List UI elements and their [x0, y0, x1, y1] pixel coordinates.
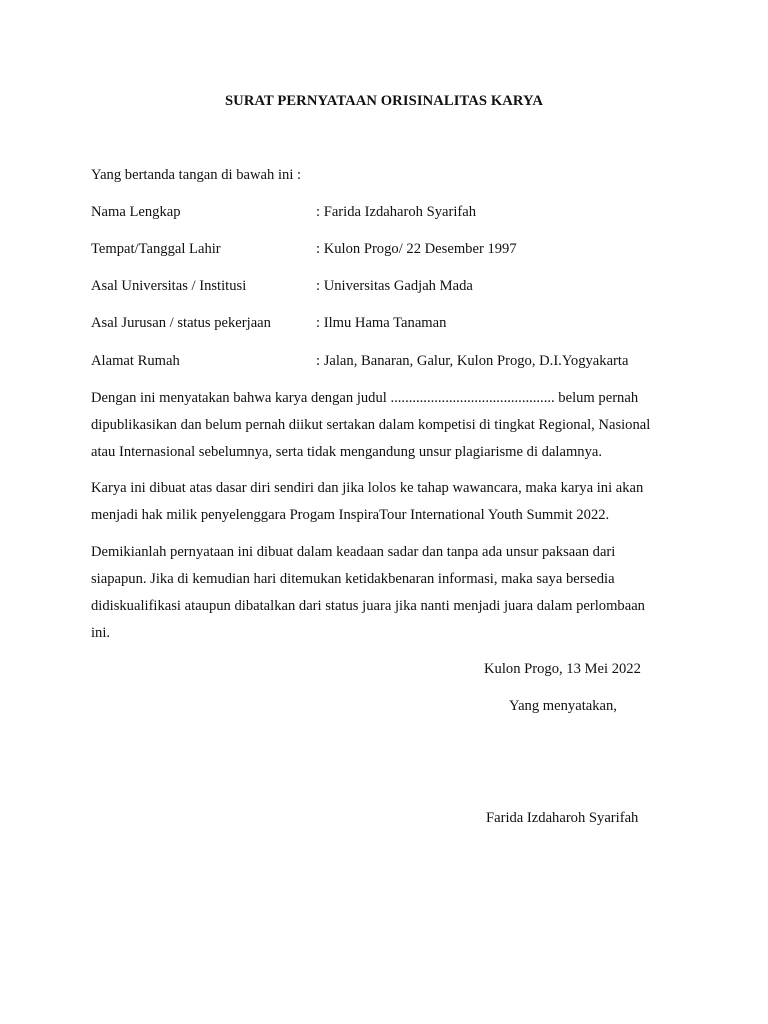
paragraph-line: atau Internasional sebelumnya, serta tidak mengandung unsur plagiarisme di dalamnya.	[91, 444, 603, 460]
field-value: : Jalan, Banaran, Galur, Kulon Progo, D.I.Yogyakarta	[316, 353, 629, 369]
field-row-university	[91, 278, 691, 298]
signer-name: Farida Izdaharoh Syarifah	[486, 810, 639, 826]
field-value: : Farida Izdaharoh Syarifah	[316, 204, 477, 220]
paragraph-line: didiskualifikasi ataupun dibatalkan dari status juara jika nanti menjadi juara dalam perlombaan	[91, 598, 645, 614]
field-value: : Universitas Gadjah Mada	[316, 278, 473, 294]
field-label: Tempat/Tanggal Lahir	[91, 241, 221, 257]
field-row-department	[91, 315, 691, 335]
paragraph-statement	[91, 385, 681, 466]
field-value: : Kulon Progo/ 22 Desember 1997	[316, 241, 517, 257]
paragraph-line: siapapun. Jika di kemudian hari ditemukan ketidakbenaran informasi, maka saya bersedia	[91, 571, 615, 587]
place-date: Kulon Progo, 13 Mei 2022	[484, 661, 641, 677]
closing-text: Yang menyatakan,	[509, 698, 617, 714]
field-label: Alamat Rumah	[91, 353, 180, 369]
intro-text: Yang bertanda tangan di bawah ini :	[91, 167, 302, 183]
field-value: : Ilmu Hama Tanaman	[316, 315, 447, 331]
field-label: Nama Lengkap	[91, 204, 181, 220]
field-row-name	[91, 204, 691, 224]
paragraph-line: dipublikasikan dan belum pernah diikut sertakan dalam kompetisi di tingkat Regional, Nasional	[91, 417, 651, 433]
paragraph-line: Karya ini dibuat atas dasar diri sendiri dan jika lolos ke tahap wawancara, maka karya ini akan	[91, 480, 644, 496]
paragraph-line: Dengan ini menyatakan bahwa karya dengan judul ............................................. belum pernah	[91, 390, 639, 406]
field-row-birth	[91, 241, 691, 261]
paragraph-line: Demikianlah pernyataan ini dibuat dalam keadaan sadar dan tanpa ada unsur paksaan dari	[91, 544, 616, 560]
field-row-address	[91, 353, 691, 373]
document-title: SURAT PERNYATAAN ORISINALITAS KARYA	[224, 93, 544, 109]
field-label: Asal Universitas / Institusi	[91, 278, 247, 294]
paragraph-ownership	[91, 475, 681, 529]
field-label: Asal Jurusan / status pekerjaan	[91, 315, 271, 331]
paragraph-declaration	[91, 539, 681, 647]
paragraph-line: ini.	[91, 625, 111, 641]
paragraph-line: menjadi hak milik penyelenggara Progam InspiraTour International Youth Summit 2022.	[91, 507, 610, 523]
